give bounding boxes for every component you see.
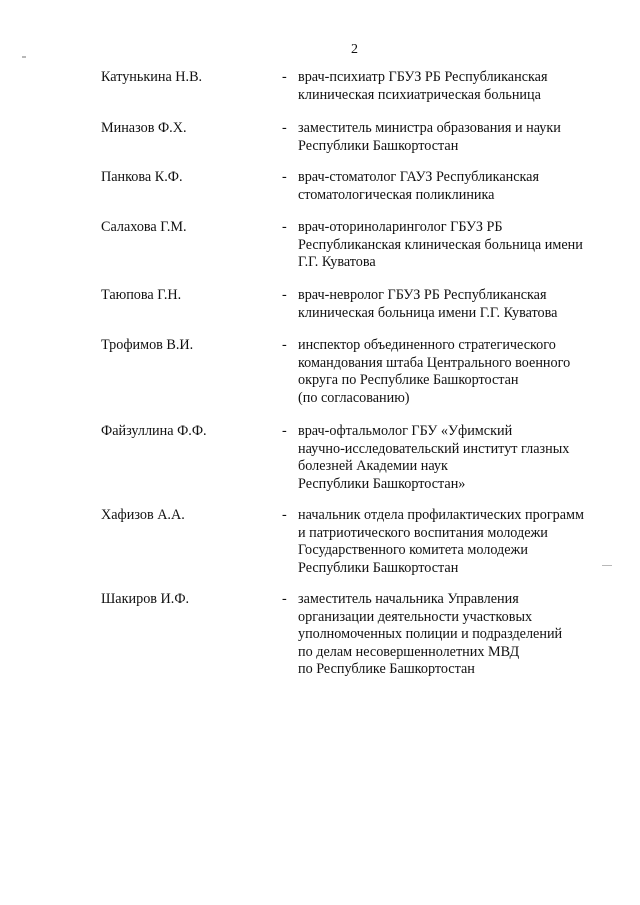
position-line: врач-стоматолог ГАУЗ Республиканская: [298, 169, 540, 185]
position-line: Республиканская клиническая больница имени: [298, 236, 583, 253]
position-line: организации деятельности участковых: [298, 608, 533, 625]
member-position: [298, 337, 628, 407]
member-position: [298, 120, 628, 155]
separator-dash: -: [282, 287, 287, 303]
position-line: и патриотического воспитания молодежи: [298, 524, 548, 541]
member-name: Трофимов В.И.: [101, 337, 194, 353]
position-line: командования штаба Центрального военного: [298, 354, 571, 371]
position-line: научно-исследовательский институт глазных: [298, 440, 570, 457]
position-line: Г.Г. Куватова: [298, 254, 376, 270]
position-line: врач-оториноларинголог ГБУЗ РБ: [298, 219, 503, 235]
position-line: клиническая больница имени Г.Г. Куватова: [298, 304, 558, 321]
position-line: заместитель начальника Управления: [298, 591, 519, 607]
member-name: Шакиров И.Ф.: [101, 591, 190, 607]
member-name: Миназов Ф.Х.: [101, 120, 187, 136]
member-name: Салахова Г.М.: [101, 219, 187, 235]
member-position: [298, 423, 628, 493]
scan-speck: [22, 56, 26, 58]
member-position: [298, 287, 628, 322]
member-position: [298, 69, 628, 104]
position-line: болезней Академии наук: [298, 458, 448, 474]
position-line: Государственного комитета молодежи: [298, 542, 528, 558]
member-name: Катунькина Н.В.: [101, 69, 203, 85]
position-line: по делам несовершеннолетних МВД: [298, 643, 520, 660]
member-position: [298, 219, 628, 272]
position-line: начальник отдела профилактических программ: [298, 507, 585, 523]
separator-dash: -: [282, 69, 287, 85]
member-name: Хафизов А.А.: [101, 507, 185, 523]
position-line: стоматологическая поликлиника: [298, 186, 495, 203]
separator-dash: -: [282, 169, 287, 185]
member-name: Таюпова Г.Н.: [101, 287, 182, 303]
position-line: врач-психиатр ГБУЗ РБ Республиканская: [298, 69, 548, 85]
position-line: заместитель министра образования и науки: [298, 120, 561, 136]
position-line: Республики Башкортостан: [298, 559, 459, 576]
position-line: инспектор объединенного стратегического: [298, 337, 556, 353]
position-line: по Республике Башкортостан: [298, 661, 475, 677]
position-line: округа по Республике Башкортостан: [298, 372, 519, 388]
separator-dash: -: [282, 219, 287, 235]
separator-dash: -: [282, 591, 287, 607]
separator-dash: -: [282, 337, 287, 353]
separator-dash: -: [282, 423, 287, 439]
member-name: Панкова К.Ф.: [101, 169, 183, 185]
position-line: врач-офтальмолог ГБУ «Уфимский: [298, 423, 513, 439]
position-line: Республики Башкортостан: [298, 137, 459, 154]
separator-dash: -: [282, 120, 287, 136]
position-line: (по согласованию): [298, 389, 410, 406]
member-position: [298, 169, 628, 204]
position-line: врач-невролог ГБУЗ РБ Республиканская: [298, 287, 547, 303]
member-position: [298, 591, 628, 679]
position-line: уполномоченных полиции и подразделений: [298, 626, 563, 642]
member-name: Файзуллина Ф.Ф.: [101, 423, 207, 439]
member-position: [298, 507, 628, 577]
page-number: 2: [351, 42, 358, 57]
separator-dash: -: [282, 507, 287, 523]
position-line: Республики Башкортостан»: [298, 475, 466, 492]
position-line: клиническая психиатрическая больница: [298, 86, 541, 103]
